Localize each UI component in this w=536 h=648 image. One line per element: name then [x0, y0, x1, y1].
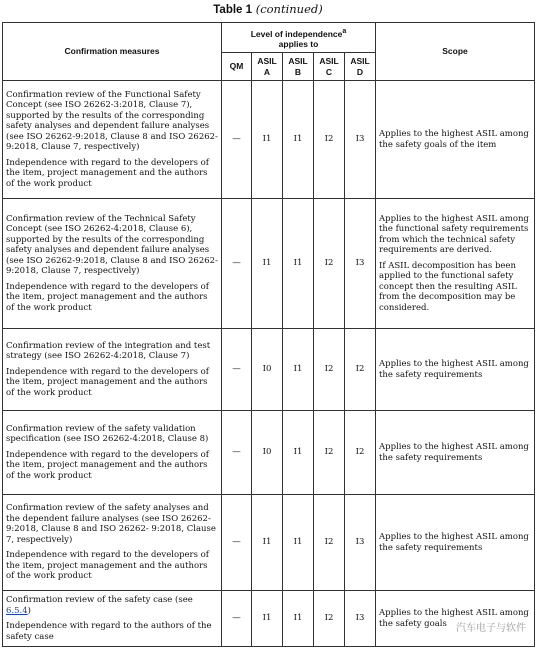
level-asil-d: I2 — [345, 411, 376, 495]
table-row — [3, 199, 535, 329]
measure-text: Confirmation review of the Technical Safety Concept (see ISO 26262-4:2018, Clause 6), supported by the results of the corresponding safety analyses and dependent failure analyses (see ISO 26262-9:2018, Clause 8 and ISO 26262-9:2018, Clause 7, respectively) — [6, 213, 218, 277]
measure-cell — [3, 329, 222, 411]
table-caption — [0, 2, 536, 16]
scope-text-decomposition: If ASIL decomposition has been applied to the functional safety concept then the resulting ASIL from the decomposition may be considered. — [379, 260, 517, 313]
measure-cell — [3, 81, 222, 199]
level-qm: — — [222, 81, 252, 199]
level-qm: — — [222, 329, 252, 411]
level-asil-a: I1 — [252, 81, 283, 199]
scope-text: Applies to the highest ASIL among the safety requirements — [379, 442, 529, 463]
header-col-asil-b: ASIL B — [283, 53, 314, 81]
level-asil-c: I2 — [314, 329, 345, 411]
measure-text-b: ) — [27, 605, 31, 616]
level-asil-a: I1 — [252, 199, 283, 329]
measure-independence: Independence with regard to the developers of the item, project management and the authors of the work product — [6, 449, 209, 481]
header-col-asil-c: ASIL C — [314, 53, 345, 81]
level-asil-d: I3 — [345, 495, 376, 591]
level-qm: — — [222, 591, 252, 647]
header-level-tail: applies to — [278, 38, 319, 49]
level-asil-c: I2 — [314, 495, 345, 591]
header-level — [222, 23, 376, 53]
header-level-text: Level of independence — [250, 28, 343, 39]
level-asil-c: I2 — [314, 411, 345, 495]
level-asil-a: I0 — [252, 411, 283, 495]
measure-cell — [3, 591, 222, 647]
level-asil-c: I2 — [314, 199, 345, 329]
measure-independence: Independence with regard to the developers of the item, project management and the authors of the work product — [6, 550, 209, 582]
scope-text: Applies to the highest ASIL among the safety goals of the item — [379, 129, 529, 150]
measure-cell — [3, 199, 222, 329]
scope-text: Applies to the highest ASIL among the functional safety requirements from which the technical safety requirements are derived. — [379, 213, 529, 256]
scope-cell — [376, 495, 535, 591]
level-asil-d: I3 — [345, 591, 376, 647]
table-caption-suffix: (continued) — [255, 2, 323, 16]
level-asil-b: I1 — [283, 81, 314, 199]
header-col-asil-a: ASIL A — [252, 53, 283, 81]
table-row — [3, 591, 535, 647]
scope-text: Applies to the highest ASIL among the safety requirements — [379, 532, 529, 553]
header-col-asil-d: ASIL D — [345, 53, 376, 81]
level-asil-a: I0 — [252, 329, 283, 411]
header-scope: Scope — [376, 23, 535, 81]
confirmation-measures-table — [2, 22, 535, 647]
level-asil-a: I1 — [252, 495, 283, 591]
measure-text-a: Confirmation review of the safety case (see — [6, 595, 193, 605]
measure-text: Confirmation review of the safety analyses and the dependent failure analyses (see ISO 26262-9:2018, Clause 8 and ISO 26262- 9:2018, Clause 7, respectively) — [6, 503, 216, 545]
scope-cell — [376, 329, 535, 411]
table-row — [3, 81, 535, 199]
level-asil-d: I3 — [345, 81, 376, 199]
level-qm: — — [222, 199, 252, 329]
measure-cell — [3, 495, 222, 591]
level-asil-a: I1 — [252, 591, 283, 647]
scope-cell — [376, 411, 535, 495]
level-asil-b: I1 — [283, 495, 314, 591]
level-qm: — — [222, 495, 252, 591]
table-row — [3, 411, 535, 495]
measure-text: Confirmation review of the Functional Safety Concept (see ISO 26262-3:2018, Clause 7), supported by the results of the corresponding safety analyses and dependent failure analyses (see ISO 26262-9:2018, Clause 8 and ISO 26262-9:2018, Clause 7, respectively) — [6, 89, 218, 153]
clause-link[interactable]: 6.5.4 — [6, 605, 28, 616]
measure-cell — [3, 411, 222, 495]
level-qm: — — [222, 411, 252, 495]
level-asil-b: I1 — [283, 329, 314, 411]
measure-text — [6, 595, 218, 616]
table-caption-label: Table 1 — [213, 4, 253, 16]
measure-independence: Independence with regard to the developers of the item, project management and the authors of the work product — [6, 157, 209, 189]
level-asil-b: I1 — [283, 199, 314, 329]
measure-text: Confirmation review of the integration and test strategy (see ISO 26262-4:2018, Clause 7) — [6, 340, 211, 362]
level-asil-c: I2 — [314, 81, 345, 199]
scope-cell — [376, 81, 535, 199]
watermark: 汽车电子与软件 — [456, 623, 526, 634]
level-asil-c: I2 — [314, 591, 345, 647]
header-col-qm: QM — [222, 53, 252, 81]
measure-independence: Independence with regard to the developers of the item, project management and the authors of the work product — [6, 281, 209, 313]
level-asil-d: I3 — [345, 199, 376, 329]
measure-independence: Independence with regard to the developers of the item, project management and the authors of the work product — [6, 366, 209, 398]
scope-text: Applies to the highest ASIL among the safety requirements — [379, 359, 529, 380]
scope-text: Applies to the highest ASIL among the safety goals — [379, 608, 529, 629]
header-level-footnote: a — [342, 26, 347, 35]
level-asil-d: I2 — [345, 329, 376, 411]
scope-cell — [376, 199, 535, 329]
level-asil-b: I1 — [283, 411, 314, 495]
measure-independence: Independence with regard to the authors of the safety case — [6, 621, 212, 642]
level-asil-b: I1 — [283, 591, 314, 647]
header-measures: Confirmation measures — [3, 23, 222, 81]
table-row — [3, 329, 535, 411]
table-row — [3, 495, 535, 591]
measure-text: Confirmation review of the safety validation specification (see ISO 26262-4:2018, Clause 8) — [6, 423, 209, 445]
